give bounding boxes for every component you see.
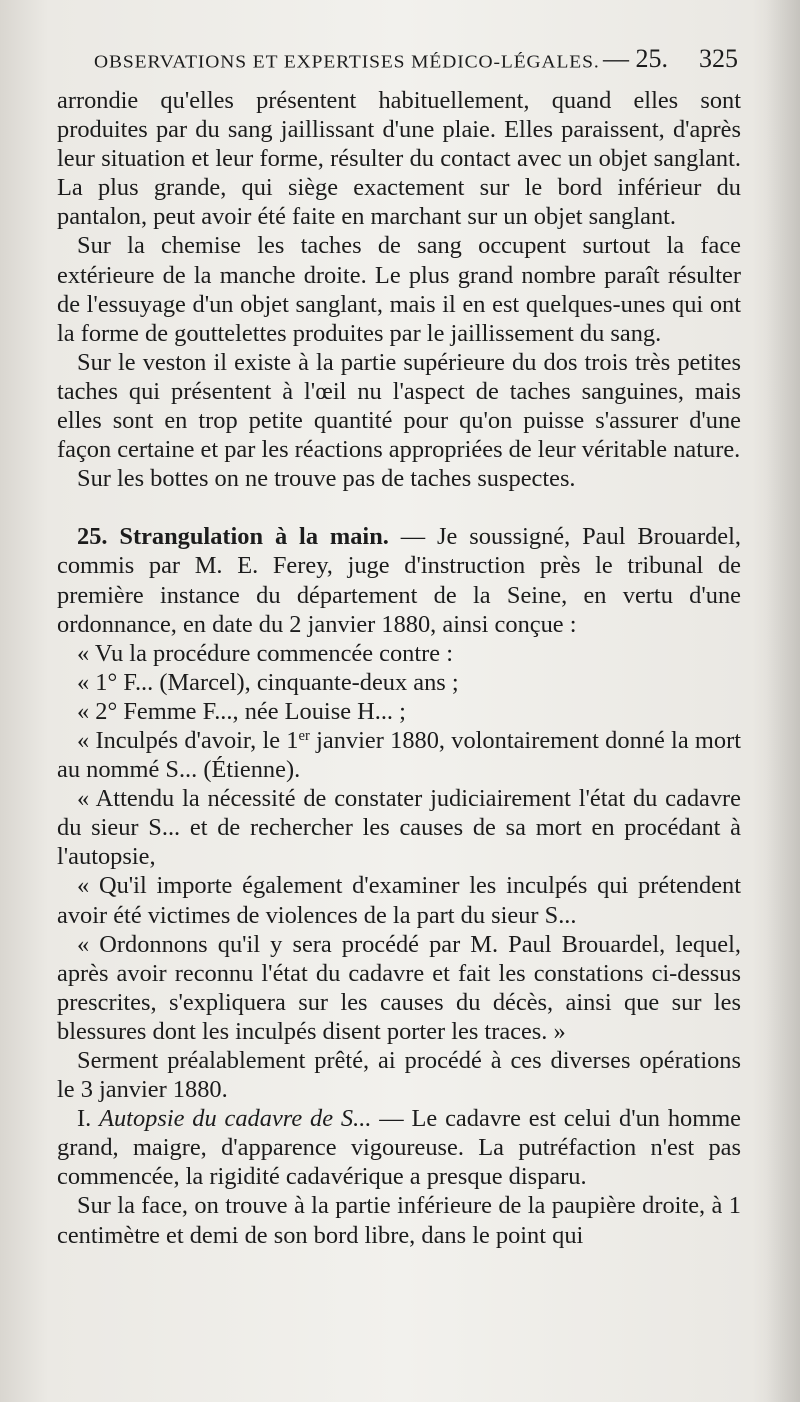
quote-line: « Qu'il importe également d'examiner les inculpés qui prétendent avoir été victimes de violences de la part du sieur S... (57, 872, 741, 929)
running-title: OBSERVATIONS ET EXPERTISES MÉDICO-LÉGALES. (94, 52, 600, 73)
subsection-title: Autopsie du cadavre de S... (99, 1105, 372, 1133)
section-25-intro (57, 522, 741, 638)
quote-line (57, 726, 741, 784)
quote-line: « Attendu la nécessité de constater judiciairement l'état du cadavre du sieur S... et de rechercher les causes de sa mort en procédant à l'autopsie, (57, 785, 741, 871)
page-edge-shadow (766, 0, 800, 1402)
paragraph-chemise: Sur la chemise les taches de sang occupent surtout la face extérieure de la manche droite. Le plus grand nombre paraît résulter de l'essuyage d'un objet sanglant, mais il en est quelques-unes qui ont la forme de gouttelettes produites par le jaillissement du sang. (57, 232, 741, 347)
page-number: 325 (699, 44, 738, 73)
subsection-text: — Le cadavre est celui d'un homme grand, maigre, d'apparence vigoureuse. La putréfaction n'est pas commencée, la rigidité cadavérique a presque disparu. (57, 1105, 741, 1191)
page-header (94, 44, 738, 80)
paragraph-autopsie (57, 1104, 741, 1191)
section-intro-text: — Je soussigné, Paul Brouardel, commis par M. E. Ferey, juge d'instruction près le tribunal de première instance du département de la Seine, en vertu d'une ordonnance, en date du 2 janvier 1880, ainsi conçue : (57, 523, 741, 638)
page-body (57, 86, 741, 1250)
superscript: er (298, 727, 310, 744)
quote-line: « 1° F... (Marcel), cinquante-deux ans ; (77, 668, 459, 696)
quote-line: « 2° Femme F..., née Louise H... ; (77, 697, 406, 725)
paragraph-serment: Serment préalablement prêté, ai procédé à ces diverses opérations le 3 janvier 1880. (57, 1047, 741, 1104)
section-spacer (57, 493, 741, 522)
quote-line: « Vu la procédure commencée contre : (77, 639, 453, 667)
subsection-number: I. (77, 1105, 100, 1133)
quote-text: janvier 1880, volontairement donné la mort au nommé S... (Étienne). (57, 726, 741, 784)
quote-line: « Ordonnons qu'il y sera procédé par M. Paul Brouardel, lequel, après avoir reconnu l'état du cadavre et fait les constations ci-dessus prescrites, s'expliquera sur les causes du décès, ainsi que sur les blessures dont les inculpés disent porter les traces. » (57, 930, 741, 1045)
quote-text: « Inculpés d'avoir, le 1 (77, 726, 299, 754)
section-reference: — 25. (603, 44, 668, 73)
paragraph-bottes: Sur les bottes on ne trouve pas de taches suspectes. (77, 465, 576, 493)
paragraph-continued: arrondie qu'elles présentent habituellement, quand elles sont produites par du sang jaillissant d'une plaie. Elles paraissent, d'après leur situation et leur forme, résulter du contact avec un objet sanglant. La plus grande, qui siège exactement sur le bord inférieur du pantalon, peut avoir été faite en marchant sur un objet sanglant. (57, 87, 741, 231)
paragraph-veston: Sur le veston il existe à la partie supérieure du dos trois très petites taches qui présentent à l'œil nu l'aspect de taches sanguines, mais elles sont en trop petite quantité pour qu'on puisse s'assurer d'une façon certaine et par les réactions appropriées de leur véritable nature. (57, 348, 741, 464)
section-heading: 25. Strangulation à la main. (77, 523, 389, 551)
paragraph-face: Sur la face, on trouve à la partie inférieure de la paupière droite, à 1 centimètre et demi de son bord libre, dans le point qui (57, 1192, 741, 1249)
